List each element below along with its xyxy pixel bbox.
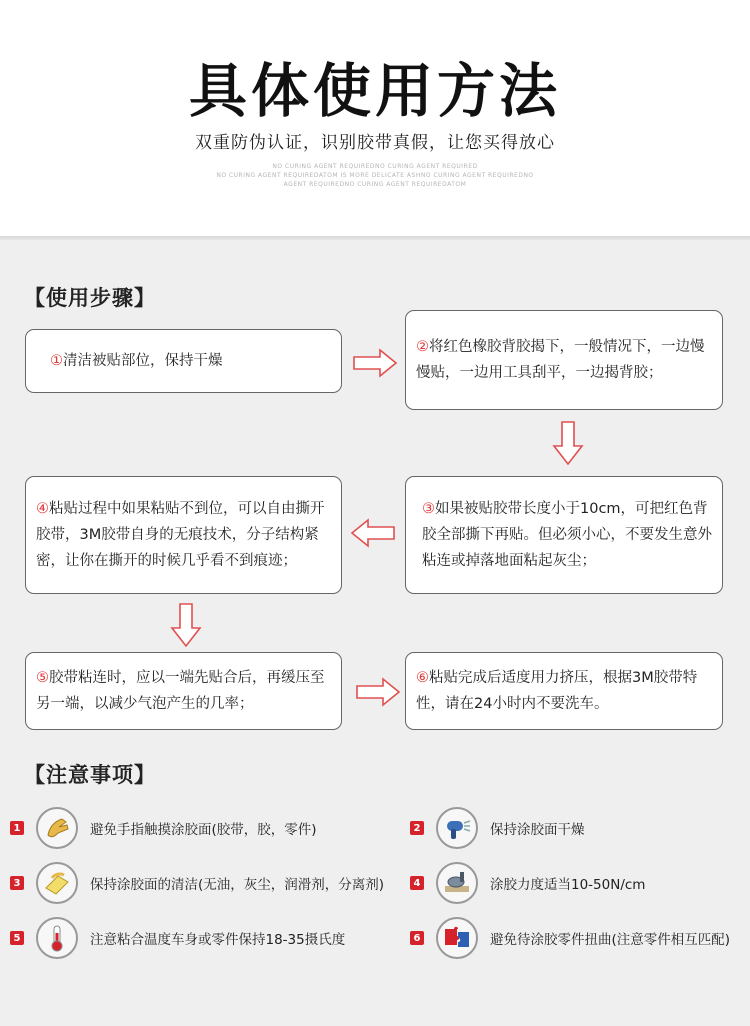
step-card-4	[25, 476, 342, 594]
note-badge: 5	[10, 931, 24, 945]
step-card-6	[405, 652, 723, 730]
steps-section-title: 【使用步骤】	[24, 286, 156, 310]
step-card-3	[405, 476, 723, 594]
cleaning-cloth-icon	[36, 862, 78, 904]
step-text: 粘贴完成后适度用力挤压，根据3M胶带特性，请在24小时内不要洗车。	[416, 670, 698, 712]
hand-touch-icon	[36, 807, 78, 849]
step-text: 胶带粘连时，应以一端先贴合后，再缓压至另一端，以减少气泡产生的几率；	[36, 670, 325, 712]
note-badge: 2	[410, 821, 424, 835]
note-item-3	[10, 862, 384, 904]
arrow-down-icon	[170, 602, 202, 648]
arrow-down-icon	[552, 420, 584, 466]
note-text: 保持涂胶面干燥	[490, 822, 585, 838]
note-text: 保持涂胶面的清洁(无油，灰尘，润滑剂，分离剂)	[90, 877, 385, 893]
note-badge: 1	[10, 821, 24, 835]
page-title: 具体使用方法	[188, 57, 561, 125]
note-text: 避免手指触摸涂胶面(胶带，胶，零件)	[90, 822, 317, 838]
step-number: ②	[416, 339, 429, 355]
hair-dryer-icon	[436, 807, 478, 849]
puzzle-pieces-icon	[436, 917, 478, 959]
step-text: 如果被贴胶带长度小于10cm，可把红色背胶全部撕下再贴。但必须小心，不要发生意外粘连或掉落地面粘起灰尘；	[422, 501, 712, 569]
fine-print-line: NO CURING AGENT REQUIREDNO CURING AGENT REQUIRED	[272, 163, 478, 170]
page-subtitle: 双重防伪认证，识别胶带真假，让您买得放心	[195, 133, 555, 153]
arrow-right-icon	[352, 348, 398, 378]
note-text: 注意粘合温度车身或零件保持18-35摄氏度	[90, 932, 346, 948]
header	[0, 0, 750, 236]
arrow-right-icon	[355, 677, 401, 707]
step-text: 将红色橡胶背胶揭下，一般情况下，一边慢慢贴，一边用工具刮平，一边揭背胶；	[416, 339, 705, 381]
step-text: 清洁被贴部位，保持干燥	[63, 353, 223, 369]
note-item-4	[410, 862, 645, 904]
step-number: ⑥	[416, 670, 429, 686]
notes-section-title: 【注意事项】	[24, 763, 156, 787]
note-item-5	[10, 917, 345, 959]
step-number: ③	[422, 501, 435, 517]
step-number: ①	[50, 353, 63, 369]
note-item-6	[410, 917, 730, 959]
step-number: ⑤	[36, 670, 49, 686]
note-text: 涂胶力度适当10-50N/cm	[490, 877, 646, 893]
note-item-2	[410, 807, 585, 849]
arrow-left-icon	[350, 518, 396, 548]
step-number: ④	[36, 501, 49, 517]
fine-print-line: AGENT REQUIREDNO CURING AGENT REQUIREDATOM	[283, 181, 467, 188]
fine-print-line: NO CURING AGENT REQUIREDATOM IS MORE DELICATE ASHNO CURING AGENT REQUIREDNO	[216, 172, 534, 179]
step-text: 粘贴过程中如果粘贴不到位，可以自由撕开胶带，3M胶带自身的无痕技术，分子结构紧密，让你在撕开的时候几乎看不到痕迹；	[36, 501, 325, 569]
note-badge: 3	[10, 876, 24, 890]
note-item-1	[10, 807, 317, 849]
step-card-1	[25, 329, 342, 393]
thermometer-icon	[36, 917, 78, 959]
instructions-panel	[0, 240, 750, 1026]
step-card-5	[25, 652, 342, 730]
note-text: 避免待涂胶零件扭曲(注意零件相互匹配)	[490, 932, 731, 948]
roller-press-icon	[436, 862, 478, 904]
note-badge: 4	[410, 876, 424, 890]
note-badge: 6	[410, 931, 424, 945]
step-card-2	[405, 310, 723, 410]
